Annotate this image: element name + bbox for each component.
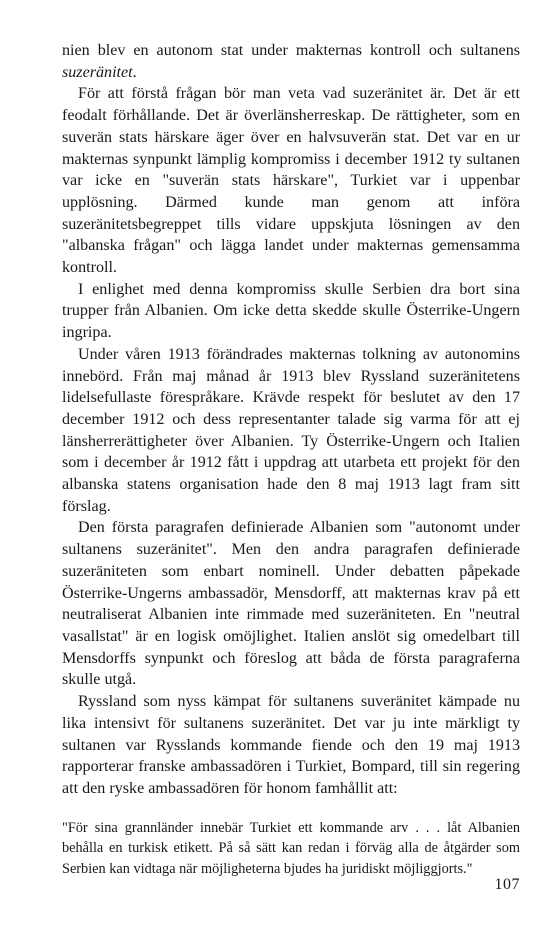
paragraph-6: Ryssland som nyss kämpat för sultanens suveränitet kämpade nu lika intensivt för sultanens suzeränitet. Det var ju inte märkligt ty sultanen var Rysslands kommande fiende och den 19 maj 1913 rapporterar franske ambassadören i Turkiet, Bompard, till sin regering att den ryske ambassadören för honom famhållit att: [62, 693, 520, 797]
paragraph-5: Den första paragrafen definierade Albanien som "autonomt under sultanens suzeränitet". Men den andra paragrafen definierade suzeräniteten som enbart nominell. Under debatten påpekade Österrike-Ungerns ambassadör, Mensdorff, att makternas krav på ett neutraliserat Albanien inte rimmade med suzeräniteten. En "neutral vasallstat" är en logisk omöjlighet. Italien anslöt sig omedelbart till Mensdorffs synpunkt och föreslog att båda de första paragraferna skulle utgå. [62, 519, 520, 689]
paragraph-1-text: nien blev en autonom stat under makternas kontroll och sultanens [62, 42, 520, 59]
block-quote: "För sina grannländer innebär Turkiet ett kommande arv . . . låt Albanien behålla en turkisk etikett. På så sätt kan redan i förväg alla de åtgärder som Serbien kan vidtaga när möjligheterna bjudes ha juridiskt möjliggjorts." [62, 819, 520, 877]
paragraph-3: I enlighet med denna kompromiss skulle Serbien dra bort sina trupper från Albanien. Om icke detta skedde skulle Österrike-Ungern ingripa. [62, 280, 520, 342]
paragraph-1-emphasis: suzeränitet [62, 63, 133, 81]
page-number: 107 [494, 876, 520, 893]
paragraph-1 [62, 40, 520, 83]
page-body [62, 40, 520, 879]
paragraph-4: Under våren 1913 förändrades makternas tolkning av autonomins innebörd. Från maj månad år 1913 blev Ryssland suzeränitetens lidelsefullaste förespråkare. Krävde respekt för beslutet av den 17 december 1912 och dess representanter talade sig varma för att ej länsherrerättigheter över Albanien. Ty Österrike-Ungern och Italien som i december år 1912 fått i uppdrag att utarbeta ett projekt för den albanska statens organisation hade den 8 maj 1913 lagt fram sitt förslag. [62, 345, 520, 515]
paragraph-2: För att förstå frågan bör man veta vad suzeränitet är. Det är ett feodalt förhållande. Det är överlänsherreskap. De rättigheter, som en suverän stats härskare äger över en halvsuverän stat. Det var en ur makternas synpunkt lämplig kompromiss i december 1912 ty sultanen var icke en "suverän stats härskare", Turkiet var i uppenbar upplösning. Därmed kunde man genom att införa suzeränitetsbegreppet tills vidare uppskjuta lösningen av den "albanska frågan" och lägga landet under makternas gemensamma kontroll. [62, 85, 520, 277]
paragraph-1-tail: . [132, 63, 137, 81]
